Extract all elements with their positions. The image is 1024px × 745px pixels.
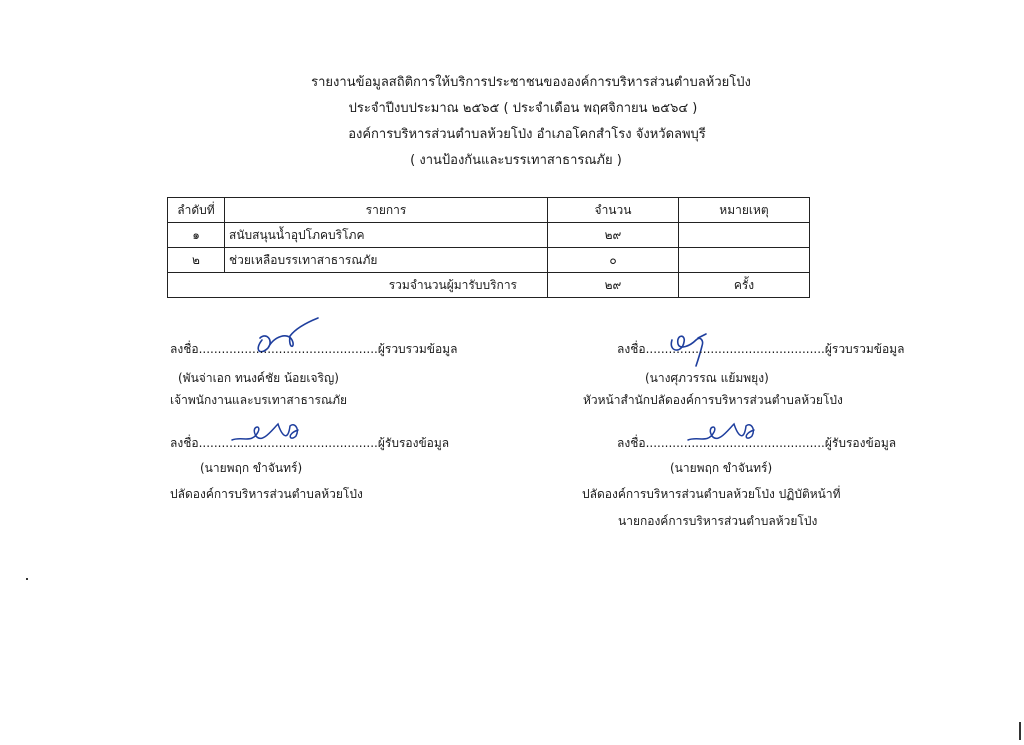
total-unit: ครั้ง: [679, 273, 810, 298]
row-no: ๒: [168, 248, 225, 273]
table-row: [168, 248, 810, 273]
report-header: [0, 70, 1024, 174]
table-row: [168, 223, 810, 248]
right-collector-name: (นางศุภวรรณ แย้มพยุง): [645, 371, 769, 385]
right-certifier-sign-line: ลงชื่อ...............................................ผู้รับรองข้อมูล: [617, 436, 897, 450]
left-certifier-position: ปลัดองค์การบริหารส่วนตำบลห้วยโป่ง: [170, 487, 363, 501]
report-organization: องค์การบริหารส่วนตำบลห้วยโป่ง อำเภอโคกสำโรง จังหวัดลพบุรี: [348, 127, 706, 142]
column-header-item: รายการ: [225, 198, 548, 223]
row-qty: ๐: [548, 248, 679, 273]
report-department: ( งานป้องกันและบรรเทาสาธารณภัย ): [410, 153, 622, 168]
column-header-no: ลำดับที่: [168, 198, 225, 223]
right-certifier-position-secondary: นายกองค์การบริหารส่วนตำบลห้วยโป่ง: [618, 514, 818, 528]
report-fiscal-year: ประจำปีงบประมาณ ๒๕๖๕ ( ประจำเดือน พฤศจิกายน ๒๕๖๔ ): [348, 101, 698, 116]
scan-edge-mark: [1019, 722, 1021, 740]
left-certifier-sign-line: ลงชื่อ...............................................ผู้รับรองข้อมูล: [170, 436, 450, 450]
report-title: รายงานข้อมูลสถิติการให้บริการประชาชนขององค์การบริหารส่วนตำบลห้วยโป่ง: [311, 75, 751, 90]
row-qty: ๒๙: [548, 223, 679, 248]
left-certifier-name: (นายพฤก ขำจันทร์): [200, 461, 303, 475]
row-item: สนับสนุนน้ำอุปโภคบริโภค: [225, 223, 548, 248]
left-collector-sign-line: ลงชื่อ...............................................ผู้รวบรวมข้อมูล: [170, 342, 458, 356]
row-note: [679, 248, 810, 273]
right-collector-sign-line: ลงชื่อ...............................................ผู้รวบรวมข้อมูล: [617, 342, 905, 356]
right-collector-position: หัวหน้าสำนักปลัดองค์การบริหารส่วนตำบลห้วยโป่ง: [583, 393, 843, 407]
table-total-row: [168, 273, 810, 298]
left-collector-name: (พันจ่าเอก ทนงค์ชัย น้อยเจริญ): [178, 371, 339, 385]
row-note: [679, 223, 810, 248]
total-qty: ๒๙: [548, 273, 679, 298]
table-header-row: [168, 198, 810, 223]
right-certifier-position: ปลัดองค์การบริหารส่วนตำบลห้วยโป่ง ปฏิบัติหน้าที่: [582, 487, 841, 501]
column-header-qty: จำนวน: [548, 198, 679, 223]
left-collector-position: เจ้าพนักงานและบรเทาสาธารณภัย: [170, 393, 348, 407]
row-no: ๑: [168, 223, 225, 248]
column-header-note: หมายเหตุ: [679, 198, 810, 223]
statistics-table: [167, 197, 810, 298]
total-label: รวมจำนวนผู้มารับบริการ: [168, 273, 548, 298]
row-item: ช่วยเหลือบรรเทาสาธารณภัย: [225, 248, 548, 273]
scan-dust-dot: [26, 578, 28, 580]
right-certifier-name: (นายพฤก ขำจันทร์): [670, 461, 773, 475]
